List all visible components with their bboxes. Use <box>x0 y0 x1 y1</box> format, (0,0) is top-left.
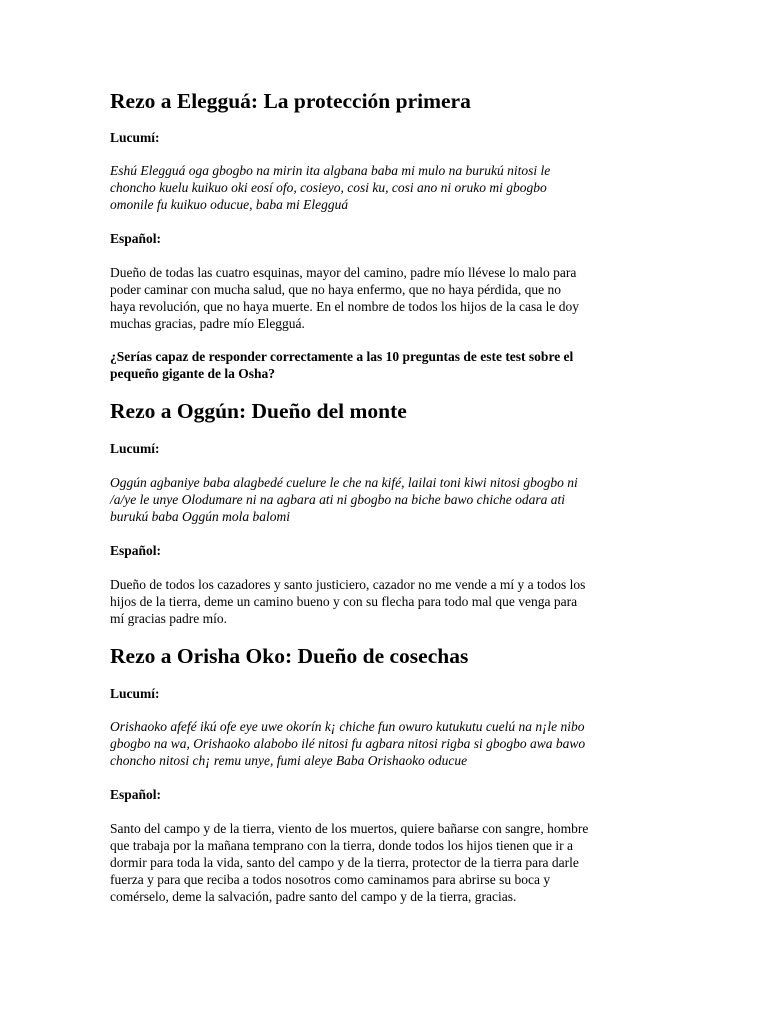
espanol-label: Español: <box>110 231 162 246</box>
lucumi-label: Lucumí: <box>110 441 160 456</box>
heading-orisha-oko: Rezo a Orisha Oko: Dueño de cosechas <box>110 644 469 668</box>
espanol-text <box>110 820 658 905</box>
lucumi-text <box>110 474 658 525</box>
lucumi-label: Lucumí: <box>110 130 160 145</box>
text-line: poder caminar con mucha salud, que no haya enfermo, que no haya pérdida, que no <box>110 282 561 297</box>
text-line: mí gracias padre mío. <box>110 611 227 626</box>
text-line: Dueño de todas las cuatro esquinas, mayor del camino, padre mío llévese lo malo para <box>110 265 577 280</box>
text-line: /a/ye le unye Olodumare ni na agbara ati ni gbogbo na biche bawo chiche odara ati <box>110 492 566 507</box>
text-line: gbogbo na wa, Orishaoko alabobo ilé nitosi fu agbara nitosi rigba si gbogbo awa bawo <box>110 736 586 751</box>
text-line: burukú baba Oggún mola balomi <box>110 509 290 524</box>
heading-eleggua: Rezo a Elegguá: La protección primera <box>110 89 471 113</box>
lucumi-text <box>110 162 658 213</box>
text-line: choncho kuelu kuikuo oki eosí ofo, cosieyo, cosi ku, cosi ano ni oruko mi gbogbo <box>110 180 547 195</box>
text-line: omonile fu kuikuo oducue, baba mi Elegguá <box>110 197 349 212</box>
quiz-question <box>110 348 658 382</box>
text-line: fuerza y para que reciba a todos nosotros como caminamos para abrirse su boca y <box>110 872 551 887</box>
text-line: Dueño de todos los cazadores y santo justiciero, cazador no me vende a mí y a todos los <box>110 577 586 592</box>
text-line: pequeño gigante de la Osha? <box>110 366 276 381</box>
espanol-text <box>110 576 658 627</box>
text-line: comérselo, deme la salvación, padre santo del campo y de la tierra, gracias. <box>110 889 517 904</box>
text-line: choncho nitosi ch¡ remu unye, fumi aleye Baba Orishaoko oducue <box>110 753 468 768</box>
text-line: Orishaoko afefé ikú ofe eye uwe okorín k¡ chiche fun owuro kutukutu cuelú na n¡le nibo <box>110 719 585 734</box>
text-line: ¿Serías capaz de responder correctamente a las 10 preguntas de este test sobre el <box>110 349 574 364</box>
text-line: Santo del campo y de la tierra, viento de los muertos, quiere bañarse con sangre, hombre <box>110 821 589 836</box>
espanol-label: Español: <box>110 787 162 802</box>
lucumi-label: Lucumí: <box>110 686 160 701</box>
text-line: Eshú Elegguá oga gbogbo na mirin ita algbana baba mi mulo na burukú nitosi le <box>110 163 551 178</box>
text-line: hijos de la tierra, deme un camino bueno y con su flecha para todo mal que venga para <box>110 594 578 609</box>
text-line: muchas gracias, padre mío Elegguá. <box>110 316 305 331</box>
lucumi-text <box>110 718 658 769</box>
text-line: haya revolución, que no haya muerte. En el nombre de todos los hijos de la casa le doy <box>110 299 579 314</box>
text-line: dormir para toda la vida, santo del campo y de la tierra, protector de la tierra para darle <box>110 855 579 870</box>
espanol-label: Español: <box>110 543 162 558</box>
text-line: que trabaja por la mañana temprano con la tierra, donde todos los hijos tienen que ir a <box>110 838 573 853</box>
heading-oggun: Rezo a Oggún: Dueño del monte <box>110 399 407 423</box>
text-line: Oggún agbaniye baba alagbedé cuelure le che na kifé, lailai toni kiwi nitosi gbogbo ni <box>110 475 578 490</box>
espanol-text <box>110 264 658 332</box>
